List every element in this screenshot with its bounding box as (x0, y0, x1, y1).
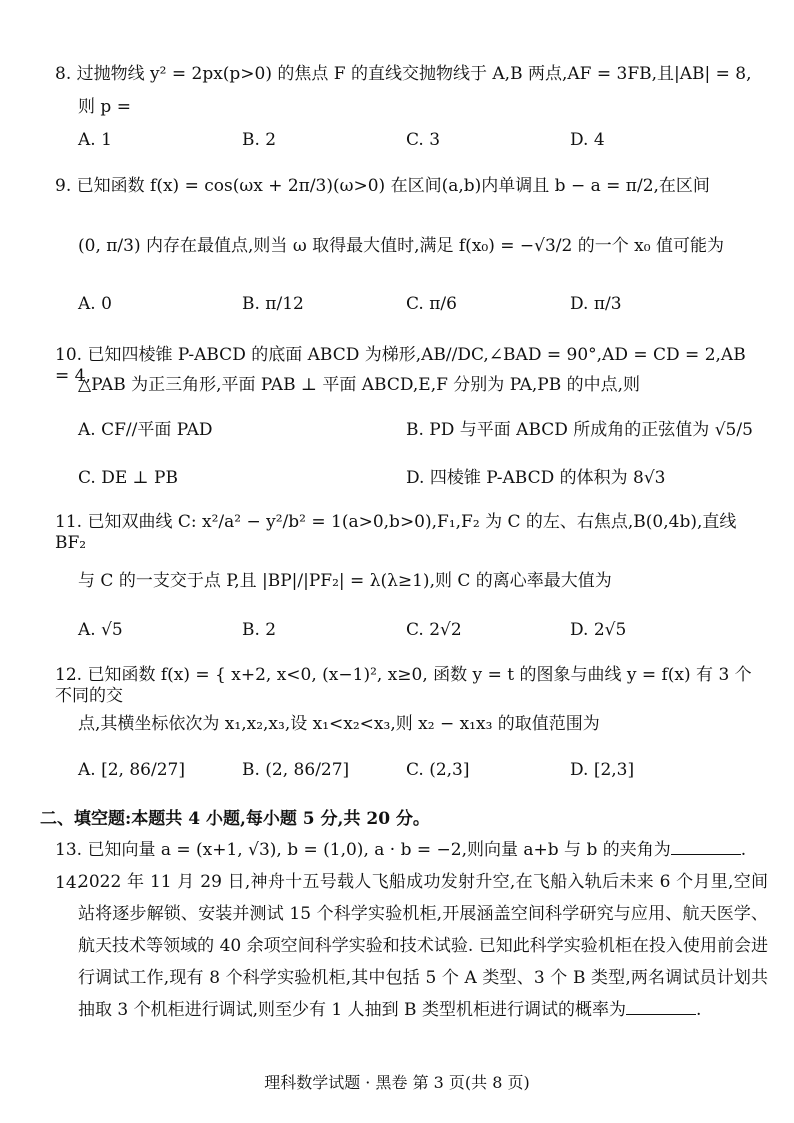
q12-option-b: B. (2, 86/27] (242, 760, 350, 780)
question-14-number: 14. (55, 873, 83, 893)
q8-option-b: B. 2 (242, 130, 277, 150)
question-14-text: 2022 年 11 月 29 日,神舟十五号载人飞船成功发射升空,在飞船入轨后未来 6 个月里,空间站将逐步解锁、安装并测试 15 个科学实验机柜,开展涵盖空间科学研究与应用、航天医学、航天技术等领域的 40 余项空间科学实验和技术试验. 已知此科学实验机柜在投入使用前会进行调试工作,现有 8 个科学实验机柜,其中包括 5 个 A 类型、3 个 B 类型,两名调试员计划共抽取 3 个机柜进行调试,则至少有 1 人抽到 B 类型机柜进行调试的概率为 (78, 872, 768, 1020)
question-13-text: 13. 已知向量 a = (x+1, √3), b = (1,0), a · b = −2,则向量 a+b 与 b 的夹角为 (55, 840, 671, 860)
question-8-line2: 则 p = (78, 97, 131, 117)
q9-option-a: A. 0 (78, 294, 112, 314)
q10-option-a: A. CF//平面 PAD (78, 420, 213, 440)
question-11-line2: 与 C 的一支交于点 P,且 |BP|/|PF₂| = λ(λ≥1),则 C 的离心率最大值为 (78, 571, 612, 591)
question-10-line1: 10. 已知四棱锥 P-ABCD 的底面 ABCD 为梯形,AB//DC,∠BAD = 90°,AD = CD = 2,AB = 4, (55, 345, 746, 387)
question-11-line1: 11. 已知双曲线 C: x²/a² − y²/b² = 1(a>0,b>0),F₁,F₂ 为 C 的左、右焦点,B(0,4b),直线 BF₂ (55, 512, 737, 554)
q12-option-c: C. (2,3] (406, 760, 470, 780)
q9-option-c: C. π/6 (406, 294, 457, 314)
section-2-heading: 二、填空题:本题共 4 小题,每小题 5 分,共 20 分。 (40, 809, 430, 829)
q9-option-b: B. π/12 (242, 294, 304, 314)
q12-option-d: D. [2,3] (570, 760, 635, 780)
q10-option-c: C. DE ⊥ PB (78, 468, 178, 488)
question-12-line1: 12. 已知函数 f(x) = { x+2, x<0, (x−1)², x≥0, 函数 y = t 的图象与曲线 y = f(x) 有 3 个不同的交 (55, 665, 752, 707)
question-10-line2: △PAB 为正三角形,平面 PAB ⊥ 平面 ABCD,E,F 分别为 PA,PB 的中点,则 (78, 375, 641, 395)
q8-option-a: A. 1 (78, 130, 112, 150)
question-9-line2: (0, π/3) 内存在最值点,则当 ω 取得最大值时,满足 f(x₀) = −√3/2 的一个 x₀ 值可能为 (78, 236, 724, 256)
question-8-line1: 8. 过抛物线 y² = 2px(p>0) 的焦点 F 的直线交抛物线于 A,B 两点,AF = 3FB,且|AB| = 8, (55, 64, 752, 84)
q12-option-a: A. [2, 86/27] (78, 760, 185, 780)
q8-option-c: C. 3 (406, 130, 441, 150)
answer-blank (626, 1000, 696, 1015)
q10-option-d: D. 四棱锥 P-ABCD 的体积为 8√3 (406, 468, 666, 488)
q11-option-a: A. √5 (78, 620, 123, 640)
q10-option-b: B. PD 与平面 ABCD 所成角的正弦值为 √5/5 (406, 420, 753, 440)
q11-option-b: B. 2 (242, 620, 277, 640)
question-14-paragraph: 2022 年 11 月 29 日,神舟十五号载人飞船成功发射升空,在飞船入轨后未来 6 个月里,空间站将逐步解锁、安装并测试 15 个科学实验机柜,开展涵盖空间科学研究与应用、航天医学、航天技术等领域的 40 余项空间科学实验和技术试验. 已知此科学实验机柜在投入使用前会进行调试工作,现有 8 个科学实验机柜,其中包括 5 个 A 类型、3 个 B 类型,两名调试员计划共抽取 3 个机柜进行调试,则至少有 1 人抽到 B 类型机柜进行调试的概率为 . (78, 872, 768, 1020)
q8-option-d: D. 4 (570, 130, 605, 150)
q11-option-d: D. 2√5 (570, 620, 627, 640)
q9-option-d: D. π/3 (570, 294, 622, 314)
question-9-line1: 9. 已知函数 f(x) = cos(ωx + 2π/3)(ω>0) 在区间(a,b)内单调且 b − a = π/2,在区间 (55, 176, 710, 196)
page-footer: 理科数学试题 · 黑卷 第 3 页(共 8 页) (264, 1073, 530, 1092)
question-13: 13. 已知向量 a = (x+1, √3), b = (1,0), a · b = −2,则向量 a+b 与 b 的夹角为 . (55, 840, 747, 860)
answer-blank (671, 840, 741, 855)
question-12-line2: 点,其横坐标依次为 x₁,x₂,x₃,设 x₁<x₂<x₃,则 x₂ − x₁x₃ 的取值范围为 (78, 714, 600, 734)
q11-option-c: C. 2√2 (406, 620, 462, 640)
